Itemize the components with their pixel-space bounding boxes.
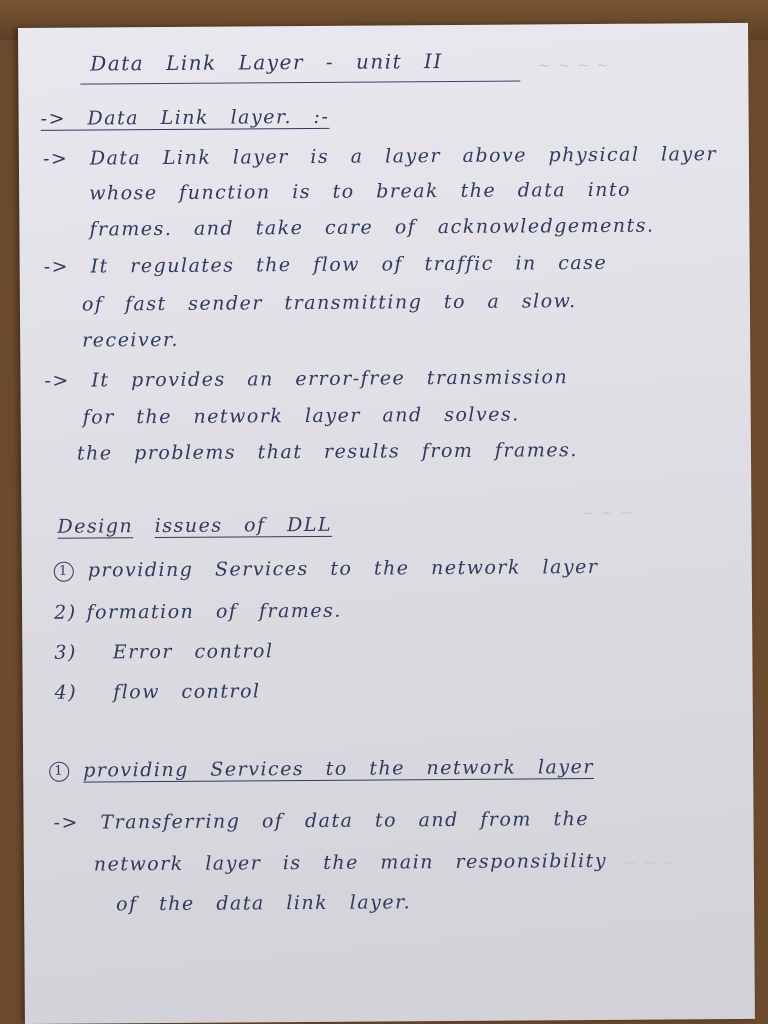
paragraph-2-line-1: -> It regulates the flow of traffic in case <box>43 251 608 278</box>
subsection-heading <box>49 756 594 782</box>
subsection-number: 1 <box>49 762 69 782</box>
design-issues-heading-rest: issues of DLL <box>154 513 333 538</box>
title-underline <box>80 80 520 84</box>
item-number: 2) <box>54 601 77 624</box>
design-issue-item <box>54 556 599 582</box>
item-number: 4) <box>54 681 78 704</box>
section-heading <box>41 106 330 130</box>
paragraph-3-line-3: the problems that results from frames. <box>76 439 578 465</box>
notebook-page <box>18 23 755 1024</box>
item-number: 1 <box>54 562 74 582</box>
item-text: providing Services to the network layer <box>87 555 599 582</box>
page-title: Data Link Layer - unit II <box>90 49 443 76</box>
paragraph-2-line-2: of fast sender transmitting to a slow. <box>81 290 577 316</box>
item-text: formation of frames. <box>86 599 343 624</box>
paragraph-3-line-1: -> It provides an error-free transmission <box>44 366 569 392</box>
design-issues-heading-word: Design <box>57 515 134 538</box>
design-issue-item <box>55 680 261 703</box>
bleed-through-mark: ~ ~ ~ <box>581 503 634 523</box>
paragraph-1-line-2: whose function is to break the data into <box>89 178 632 205</box>
paragraph-1-line-1: -> Data Link layer is a layer above physical layer <box>42 143 718 170</box>
subsection-line-2: network layer is the main responsibility <box>93 849 608 876</box>
item-text: flow control <box>113 680 261 704</box>
paragraph-1-line-3: frames. and take care of acknowledgements. <box>89 214 655 241</box>
bleed-through-mark: ~ ~ ~ ~ <box>538 55 610 75</box>
bleed-through-mark: ~ ~ ~ <box>623 853 677 872</box>
subsection-heading-text: providing Services to the network layer <box>83 755 594 782</box>
design-issues-heading <box>57 514 332 538</box>
design-issue-item <box>54 600 342 624</box>
subsection-line-1: -> Transferring of data to and from the <box>53 808 590 834</box>
design-issue-item <box>54 640 273 664</box>
paragraph-3-line-2: for the network layer and solves. <box>82 403 520 429</box>
paragraph-2-line-3: receiver. <box>82 328 180 352</box>
item-text: Error control <box>112 640 274 664</box>
section-heading-text: -> Data Link layer. :- <box>40 105 330 130</box>
item-number: 3) <box>54 641 77 664</box>
subsection-line-3: of the data link layer. <box>116 891 412 916</box>
